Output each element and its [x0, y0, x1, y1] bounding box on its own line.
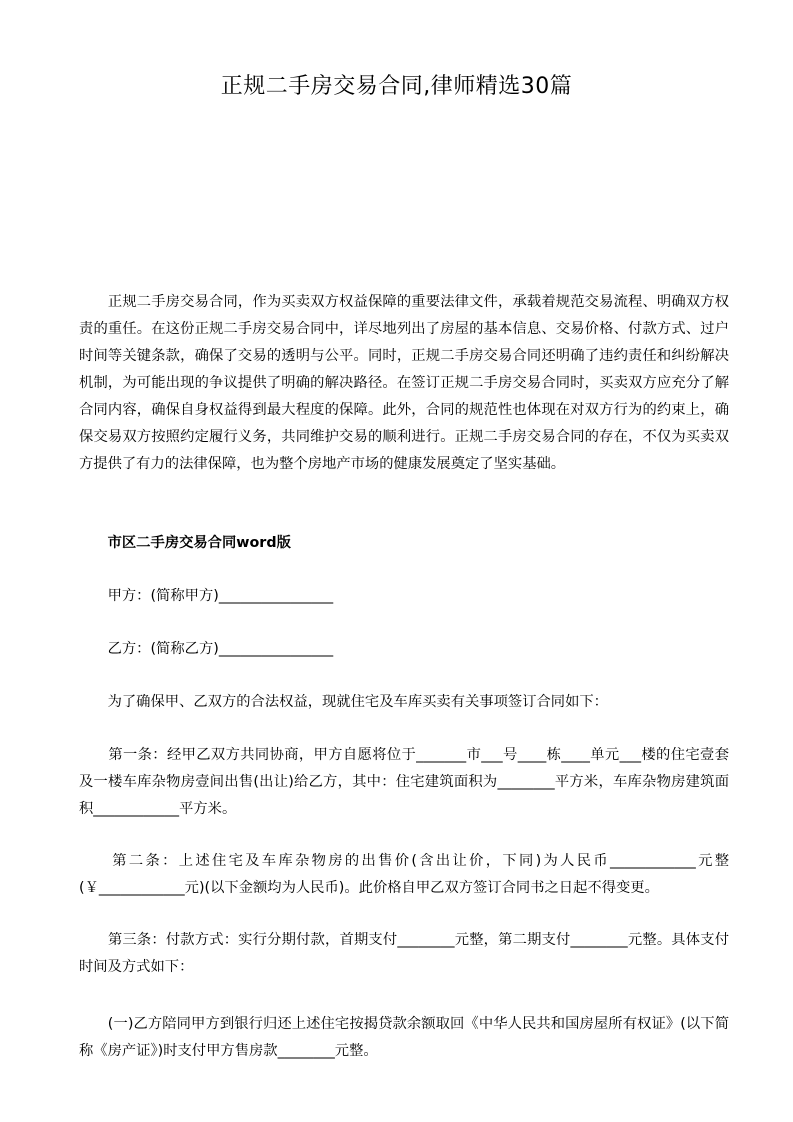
- preamble-paragraph: 为了确保甲、乙双方的合法权益，现就住宅及车库买卖有关事项签订合同如下：: [79, 694, 608, 710]
- party-b-line: 乙方：(简称乙方)________________: [79, 641, 334, 657]
- section-heading: 市区二手房交易合同word版: [79, 535, 291, 551]
- article-1: 第一条：经甲乙双方共同协商，甲方自愿将位于_______市___号____栋____单元___楼的住宅壹套及一楼车库杂物房壹间出售(出让)给乙方，其中：住宅建筑面积为________平方米，车库杂物房建筑面积____________平方米。: [79, 747, 729, 817]
- party-a-line: 甲方：(简称甲方)________________: [79, 588, 334, 604]
- article-3: 第三条：付款方式：实行分期付款，首期支付________元整，第二期支付________元整。具体支付时间及方式如下：: [79, 932, 729, 975]
- document-title: 正规二手房交易合同,律师精选30篇: [220, 74, 573, 99]
- clause-1: (一)乙方陪同甲方到银行归还上述住宅按揭贷款余额取回《中华人民共和国房屋所有权证》(以下简称《房产证》)时支付甲方售房款________元整。: [79, 1016, 729, 1059]
- intro-paragraph: 正规二手房交易合同，作为买卖双方权益保障的重要法律文件，承载着规范交易流程、明确双方权责的重任。在这份正规二手房交易合同中，详尽地列出了房屋的基本信息、交易价格、付款方式、过户时间等关键条款，确保了交易的透明与公平。同时，正规二手房交易合同还明确了违约责任和纠纷解决机制，为可能出现的争议提供了明确的解决路径。在签订正规二手房交易合同时，买卖双方应充分了解合同内容，确保自身权益得到最大程度的保障。此外，合同的规范性也体现在对双方行为的约束上，确保交易双方按照约定履行义务，共同维护交易的顺利进行。正规二手房交易合同的存在，不仅为买卖双方提供了有力的法律保障，也为整个房地产市场的健康发展奠定了坚实基础。: [79, 294, 729, 472]
- article-2: 第二条：上述住宅及车库杂物房的出售价(含出让价，下同)为人民币____________元整(￥____________元)(以下金额均为人民币)。此价格自甲乙双方签订合同书之日起不得变更。: [79, 853, 729, 896]
